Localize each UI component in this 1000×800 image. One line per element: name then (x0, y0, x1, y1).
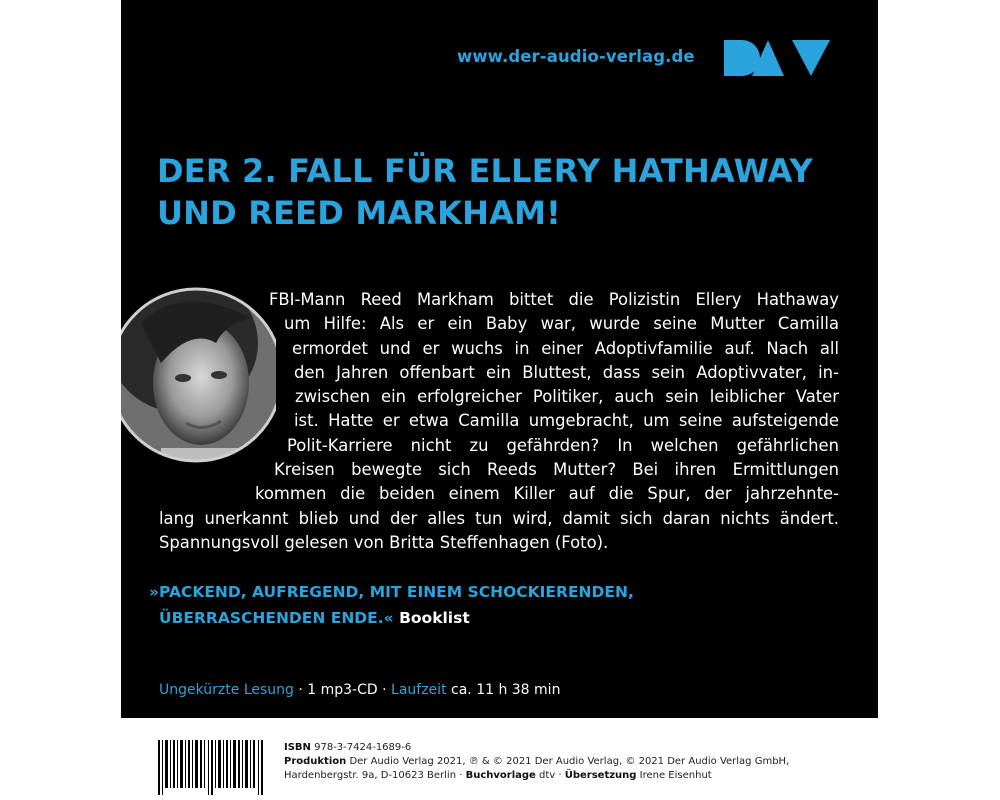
headline-line-2: UND REED MARKHAM! (157, 194, 561, 232)
blurb-line: Kreisen bewegte sich Reeds Mutter? Bei ihren Ermittlungen (274, 460, 839, 480)
audiobook-back-cover (121, 0, 878, 718)
review-quote (149, 579, 849, 631)
blurb-line: lang unerkannt blieb und der alles tun wird, damit sich daran nichts ändert. (159, 508, 839, 528)
blurb-line: FBI-Mann Reed Markham bittet die Polizistin Ellery Hathaway (269, 290, 839, 309)
blurb-line: zwischen ein erfolgreicher Politiker, auch sein leiblicher Vater (295, 387, 839, 407)
credits (284, 741, 804, 783)
isbn-line (284, 741, 804, 755)
blurb-line: kommen die beiden einem Killer auf die Spur, der jahrzehnte- (255, 484, 839, 504)
blurb-line: Polit-Karriere nicht zu gefährden? In welchen gefährlichen (287, 435, 839, 455)
runtime-value: ca. 11 h 38 min (446, 682, 561, 698)
isbn-label: ISBN (284, 742, 311, 753)
production-value: Der Audio Verlag 2021, ℗ & © 2021 Der Audio Verlag, © 2021 Der Audio Verlag GmbH, (346, 756, 790, 767)
format-info: · 1 mp3-CD · (293, 682, 392, 698)
address: Hardenbergstr. 9a, D-10623 Berlin · (284, 770, 466, 781)
publisher-url[interactable]: www.der-audio-verlag.de (457, 47, 695, 66)
template-value: dtv · (535, 770, 565, 781)
headline-line-1: DER 2. FALL FÜR ELLERY HATHAWAY (157, 152, 813, 190)
dav-logo-icon (722, 38, 832, 78)
template-label: Buchvorlage (465, 770, 536, 781)
quote-source: Booklist (399, 609, 470, 627)
quote-line-1: »PACKEND, AUFREGEND, MIT EINEM SCHOCKIERENDEN, (149, 583, 634, 601)
blurb-line: ermordet und er wuchs in einer Adoptivfamilie auf. Nach all (292, 338, 839, 358)
headline (157, 150, 857, 234)
address-line (284, 769, 804, 783)
blurb-line: Spannungsvoll gelesen von Britta Steffenhagen (Foto). (159, 532, 609, 552)
runtime-label: Laufzeit (391, 682, 447, 698)
production-line (284, 755, 804, 769)
production-label: Produktion (284, 756, 347, 767)
barcode-icon (158, 740, 268, 795)
edition-label: Ungekürzte Lesung (159, 682, 294, 698)
translation-value: Irene Eisenhut (636, 770, 712, 781)
quote-line-2 (149, 605, 849, 631)
quote-text: ÜBERRASCHENDEN ENDE.« (159, 609, 394, 627)
blurb-text (159, 288, 839, 555)
blurb-line: ist. Hatte er etwa Camilla umgebracht, um seine aufsteigende (294, 411, 839, 431)
blurb-line: den Jahren offenbart ein Bluttest, dass sein Adoptivvater, in- (294, 362, 839, 382)
product-meta (159, 682, 560, 698)
translation-label: Übersetzung (564, 770, 637, 781)
blurb-line: um Hilfe: Als er ein Baby war, wurde seine Mutter Camilla (284, 314, 839, 334)
isbn-value: 978-3-7424-1689-6 (310, 742, 412, 753)
